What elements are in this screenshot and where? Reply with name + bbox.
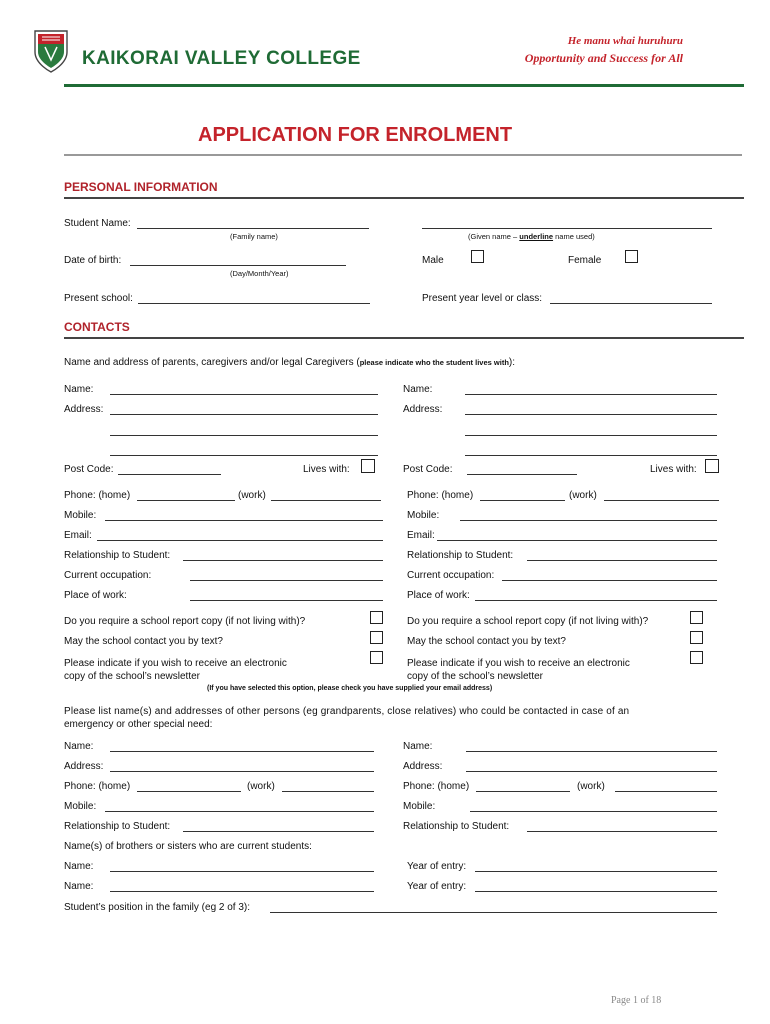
sibling2-year-label: Year of entry: [407, 881, 467, 892]
parent1-name-label: Name: [64, 384, 94, 395]
male-label: Male [422, 255, 444, 266]
parent2-postcode-field[interactable] [467, 474, 577, 475]
parent1-lives-with-checkbox[interactable] [361, 459, 375, 473]
female-label: Female [568, 255, 602, 266]
given-name-hint: (Given name – underline name used) [468, 232, 595, 241]
page-number: Page 1 of 18 [611, 995, 662, 1006]
parent2-email-label: Email: [407, 530, 435, 541]
parent1-email-field[interactable] [97, 540, 383, 541]
parent2-mobile-label: Mobile: [407, 510, 440, 521]
parent2-report-copy-label: Do you require a school report copy (if not living with)? [407, 616, 649, 627]
parent1-newsletter-checkbox[interactable] [370, 651, 383, 664]
parent2-workplace-field[interactable] [475, 600, 717, 601]
family-position-field[interactable] [270, 912, 717, 913]
parent1-work-label: (work) [238, 490, 266, 501]
other2-name-field[interactable] [466, 751, 717, 752]
parent2-newsletter-checkbox[interactable] [690, 651, 703, 664]
dob-label: Date of birth: [64, 255, 122, 266]
parent2-relationship-field[interactable] [527, 560, 717, 561]
female-checkbox[interactable] [625, 250, 638, 263]
parent1-text-label: May the school contact you by text? [64, 636, 223, 647]
dob-hint: (Day/Month/Year) [230, 269, 289, 278]
other2-address-label: Address: [403, 761, 443, 772]
present-school-label: Present school: [64, 293, 133, 304]
other1-relationship-label: Relationship to Student: [64, 821, 171, 832]
parent1-newsletter-label-2: copy of the school’s newsletter [64, 671, 201, 682]
parent2-text-checkbox[interactable] [690, 631, 703, 644]
other1-name-field[interactable] [110, 751, 374, 752]
parent2-mobile-field[interactable] [460, 520, 717, 521]
other2-name-label: Name: [403, 741, 433, 752]
other2-phone-label: Phone: (home) [403, 781, 470, 792]
parent2-phone-field[interactable] [480, 500, 565, 501]
parent1-address-label: Address: [64, 404, 104, 415]
contacts-intro: Name and address of parents, caregivers and/or legal Caregivers (please indicate who the student lives with): [64, 357, 516, 368]
section-heading-personal: PERSONAL INFORMATION [64, 180, 218, 194]
other1-relationship-field[interactable] [183, 831, 374, 832]
other-persons-intro-2: emergency or other special need: [64, 719, 213, 730]
other1-work-field[interactable] [282, 791, 374, 792]
parent1-newsletter-label-1: Please indicate if you wish to receive an electronic [64, 658, 287, 669]
page-title: APPLICATION FOR ENROLMENT [198, 124, 513, 146]
parent2-name-field[interactable] [465, 394, 717, 395]
other-persons-intro-1: Please list name(s) and addresses of other persons (eg grandparents, close relatives) who could be contacted in case of an [64, 706, 630, 717]
parent1-relationship-field[interactable] [183, 560, 383, 561]
parent1-relationship-label: Relationship to Student: [64, 550, 171, 561]
parent2-lives-with-label: Lives with: [650, 464, 697, 475]
male-checkbox[interactable] [471, 250, 484, 263]
parent1-report-copy-checkbox[interactable] [370, 611, 383, 624]
other1-address-field[interactable] [110, 771, 374, 772]
school-crest-icon [32, 28, 70, 74]
other1-phone-field[interactable] [137, 791, 241, 792]
parent2-address-field-2[interactable] [465, 435, 717, 436]
parent1-name-field[interactable] [110, 394, 378, 395]
sibling1-year-field[interactable] [475, 871, 717, 872]
given-name-field[interactable] [422, 228, 712, 229]
parent1-work-field[interactable] [271, 500, 381, 501]
other2-mobile-label: Mobile: [403, 801, 436, 812]
school-name: KAIKORAI VALLEY COLLEGE [82, 48, 361, 69]
parent2-postcode-label: Post Code: [403, 464, 453, 475]
section-rule-personal [64, 197, 744, 199]
present-school-field[interactable] [138, 303, 370, 304]
parent2-occupation-label: Current occupation: [407, 570, 495, 581]
other2-phone-field[interactable] [476, 791, 570, 792]
other2-work-field[interactable] [615, 791, 717, 792]
section-rule-contacts [64, 337, 744, 339]
other2-relationship-label: Relationship to Student: [403, 821, 510, 832]
parent2-address-field-1[interactable] [465, 414, 717, 415]
parent2-workplace-label: Place of work: [407, 590, 470, 601]
parent2-newsletter-label-1: Please indicate if you wish to receive an electronic [407, 658, 630, 669]
parent1-text-checkbox[interactable] [370, 631, 383, 644]
other1-mobile-field[interactable] [105, 811, 374, 812]
parent2-address-label: Address: [403, 404, 443, 415]
sibling2-name-field[interactable] [110, 891, 374, 892]
parent1-email-label: Email: [64, 530, 92, 541]
other2-relationship-field[interactable] [527, 831, 717, 832]
title-rule [64, 154, 742, 156]
parent2-email-field[interactable] [437, 540, 717, 541]
parent1-lives-with-label: Lives with: [303, 464, 350, 475]
parent1-phone-field[interactable] [137, 500, 235, 501]
section-heading-contacts: CONTACTS [64, 320, 130, 334]
sibling1-name-field[interactable] [110, 871, 374, 872]
parent1-postcode-field[interactable] [118, 474, 221, 475]
sibling1-year-label: Year of entry: [407, 861, 467, 872]
parent2-address-field-3[interactable] [465, 455, 717, 456]
parent1-postcode-label: Post Code: [64, 464, 114, 475]
header-rule [64, 84, 744, 87]
parent1-address-field-1[interactable] [110, 414, 378, 415]
parent1-workplace-field[interactable] [190, 600, 383, 601]
dob-field[interactable] [130, 265, 346, 266]
parent2-text-label: May the school contact you by text? [407, 636, 566, 647]
parent2-relationship-label: Relationship to Student: [407, 550, 514, 561]
family-position-label: Student’s position in the family (eg 2 of 3): [64, 902, 251, 913]
parent1-address-field-2[interactable] [110, 435, 378, 436]
other2-mobile-field[interactable] [470, 811, 717, 812]
sibling1-name-label: Name: [64, 861, 94, 872]
family-name-field[interactable] [137, 228, 369, 229]
other1-mobile-label: Mobile: [64, 801, 97, 812]
parent1-mobile-field[interactable] [105, 520, 383, 521]
parent1-address-field-3[interactable] [110, 455, 378, 456]
parent2-work-label: (work) [569, 490, 597, 501]
parent1-phone-label: Phone: (home) [64, 490, 131, 501]
parent1-workplace-label: Place of work: [64, 590, 127, 601]
other2-work-label: (work) [577, 781, 605, 792]
family-name-hint: (Family name) [230, 232, 278, 241]
parent2-work-field[interactable] [604, 500, 719, 501]
siblings-label: Name(s) of brothers or sisters who are current students: [64, 841, 312, 852]
parent2-name-label: Name: [403, 384, 433, 395]
parent1-occupation-field[interactable] [190, 580, 383, 581]
other1-name-label: Name: [64, 741, 94, 752]
year-level-field[interactable] [550, 303, 712, 304]
parent2-report-copy-checkbox[interactable] [690, 611, 703, 624]
parent2-lives-with-checkbox[interactable] [705, 459, 719, 473]
parent2-newsletter-label-2: copy of the school’s newsletter [407, 671, 544, 682]
parent1-report-copy-label: Do you require a school report copy (if not living with)? [64, 616, 306, 627]
parent2-phone-label: Phone: (home) [407, 490, 474, 501]
newsletter-note: (If you have selected this option, please check you have supplied your email address) [207, 685, 493, 692]
other2-address-field[interactable] [466, 771, 717, 772]
other1-phone-label: Phone: (home) [64, 781, 131, 792]
student-name-label: Student Name: [64, 218, 131, 229]
parent2-occupation-field[interactable] [502, 580, 717, 581]
sibling2-name-label: Name: [64, 881, 94, 892]
year-level-label: Present year level or class: [422, 293, 543, 304]
parent1-mobile-label: Mobile: [64, 510, 97, 521]
motto-maori: He manu whai huruhuru [567, 35, 683, 47]
parent1-occupation-label: Current occupation: [64, 570, 152, 581]
sibling2-year-field[interactable] [475, 891, 717, 892]
other1-address-label: Address: [64, 761, 104, 772]
motto-english: Opportunity and Success for All [524, 51, 683, 65]
other1-work-label: (work) [247, 781, 275, 792]
